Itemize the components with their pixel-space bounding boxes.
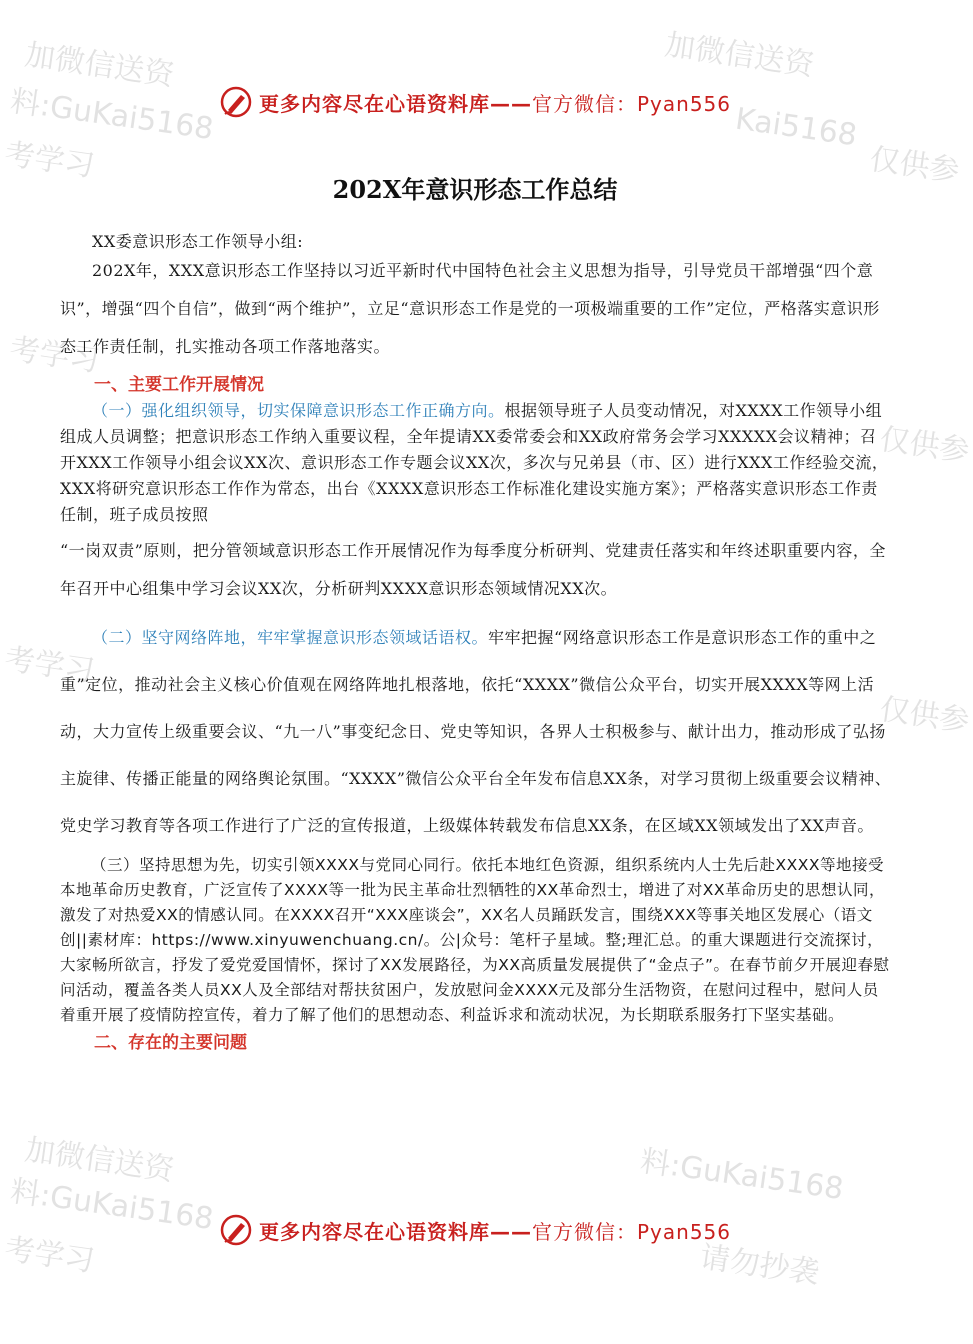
banner-text <box>259 1216 731 1245</box>
paragraph-item-3: （三）坚持思想为先，切实引领XXXX与党同心同行。依托本地红色资源，组织系统内人士先后赴XXXX等地接受本地革命历史教育，广泛宣传了XXXX等一批为民主革命壮烈牺牲的XX革命烈士，增进了对XX革命历史的思想认同，激发了对热爱XX的情感认同。在XXXX召开“XXX座谈会”，XX名人员踊跃发言，围绕XXX等事关地区发展心（语文创||素材库：https://www.xinyuwenchuang.cn/。公|众号：笔杆子星域。整;理汇总。的重大课题进行交流探讨，大家畅所欲言，抒发了爱党爱国情怀，探讨了XX发展路径，为XX高质量发展提供了“金点子”。在春节前夕开展迎春慰问活动，覆盖各类人员XX人及全部结对帮扶贫困户，发放慰问金XXXX元及部分生活物资，在慰问过程中，慰问人员着重开展了疫情防控宣传，着力了解了他们的思想动态、利益诉求和流动状况，为长期联系服务打下坚实基础。 <box>60 856 890 1024</box>
item-2-lead: （二）坚守网络阵地，牢牢掌握意识形态领域话语权。 <box>92 628 489 647</box>
pen-circle-logo-icon <box>219 85 253 119</box>
banner-text <box>259 88 731 117</box>
document-body <box>60 228 892 1056</box>
header-banner <box>0 82 950 122</box>
item-2-body: 牢牢把握“网络意识形态工作是意识形态工作的重中之重”定位，推动社会主义核心价值观在网络阵地扎根落地，依托“XXXX”微信公众平台，切实开展XXXX等网上活动，大力宣传上级重要会议、“九一八”事变纪念日、党史等知识，各界人士积极参与、献计出力，推动形成了弘扬主旋律、传播正能量的网络舆论氛围。“XXXX”微信公众平台全年发布信息XX条，对学习贯彻上级重要会议精神、党史学习教育等各项工作进行了广泛的宣传报道，上级媒体转载发布信息XX条，在区域XX领域发出了XX声音。 <box>60 628 892 835</box>
section-heading-2: 二、存在的主要问题 <box>94 1033 247 1053</box>
watermark-text: 仅供参 <box>877 421 972 470</box>
pen-circle-logo-icon <box>219 1213 253 1247</box>
banner-site-name: 更多内容尽在心语资料库 <box>258 1219 490 1244</box>
watermark-text: 加微信送资 <box>22 1132 177 1189</box>
watermark-text: 仅供参 <box>867 141 962 190</box>
banner-wechat-label: 官方微信： <box>531 1219 637 1244</box>
paragraph-item-1 <box>60 398 892 528</box>
item-1-lead: （一）强化组织领导，切实保障意识形态工作正确方向。 <box>92 401 505 420</box>
watermark-text: 考学习 <box>2 136 97 185</box>
banner-site-name: 更多内容尽在心语资料库 <box>258 91 490 116</box>
watermark-text: 考学习 <box>7 331 102 380</box>
banner-dash: —— <box>489 91 532 116</box>
watermark-text: 请勿抄袭 <box>697 1239 822 1292</box>
paragraph-item-2 <box>60 614 892 849</box>
banner-dash: —— <box>489 1219 532 1244</box>
watermark-text: 考学习 <box>2 641 97 690</box>
footer-banner <box>0 1210 950 1250</box>
watermark-text: Kai5168 <box>733 101 860 154</box>
section-heading-1: 一、主要工作开展情况 <box>94 375 264 395</box>
banner-wechat-label: 官方微信： <box>531 91 637 116</box>
watermark-text: 料:GuKai5168 <box>8 1173 216 1238</box>
watermark-text: 考学习 <box>2 1231 97 1280</box>
watermark-text: 加微信送资 <box>22 37 177 94</box>
salutation: XX委意识形态工作领导小组: <box>92 232 304 251</box>
document-title: 202X年意识形态工作总结 <box>332 175 618 204</box>
watermark-text: 仅供参 <box>877 691 972 740</box>
banner-wechat-id: Pyan556 <box>636 1219 731 1244</box>
paragraph-item-1-continued: “一岗双责”原则，把分管领域意识形态工作开展情况作为每季度分析研判、党建责任落实和年终述职重要内容，全年召开中心组集中学习会议XX次，分析研判XXXX意识形态领域情况XX次。 <box>60 541 886 598</box>
watermark-text: 料:GuKai5168 <box>8 83 216 148</box>
watermark-text: 料:GuKai5168 <box>638 1143 846 1208</box>
watermark-text: 加微信送资 <box>662 27 817 84</box>
intro-paragraph: 202X年，XXX意识形态工作坚持以习近平新时代中国特色社会主义思想为指导，引导党员干部增强“四个意识”，增强“四个自信”，做到“两个维护”，立足“意识形态工作是党的一项极端重要的工作”定位，严格落实意识形态工作责任制，扎实推动各项工作落地落实。 <box>60 261 880 356</box>
banner-wechat-id: Pyan556 <box>636 91 731 116</box>
item-1-body-a: 根据领导班子人员变动情况，对XXXX工作领导小组组成人员调整；把意识形态工作纳入重要议程，全年提请XX委常委会和XX政府常务会学习XXXXX会议精神；召开XXX工作领导小组会议XX次、意识形态工作专题会议XX次，多次与兄弟县（市、区）进行XXX工作经验交流，XXX将研究意识形态工作作为常态，出台《XXXX意识形态工作标准化建设实施方案》；严格落实意识形态工作责任制，班子成员按照 <box>60 401 889 524</box>
